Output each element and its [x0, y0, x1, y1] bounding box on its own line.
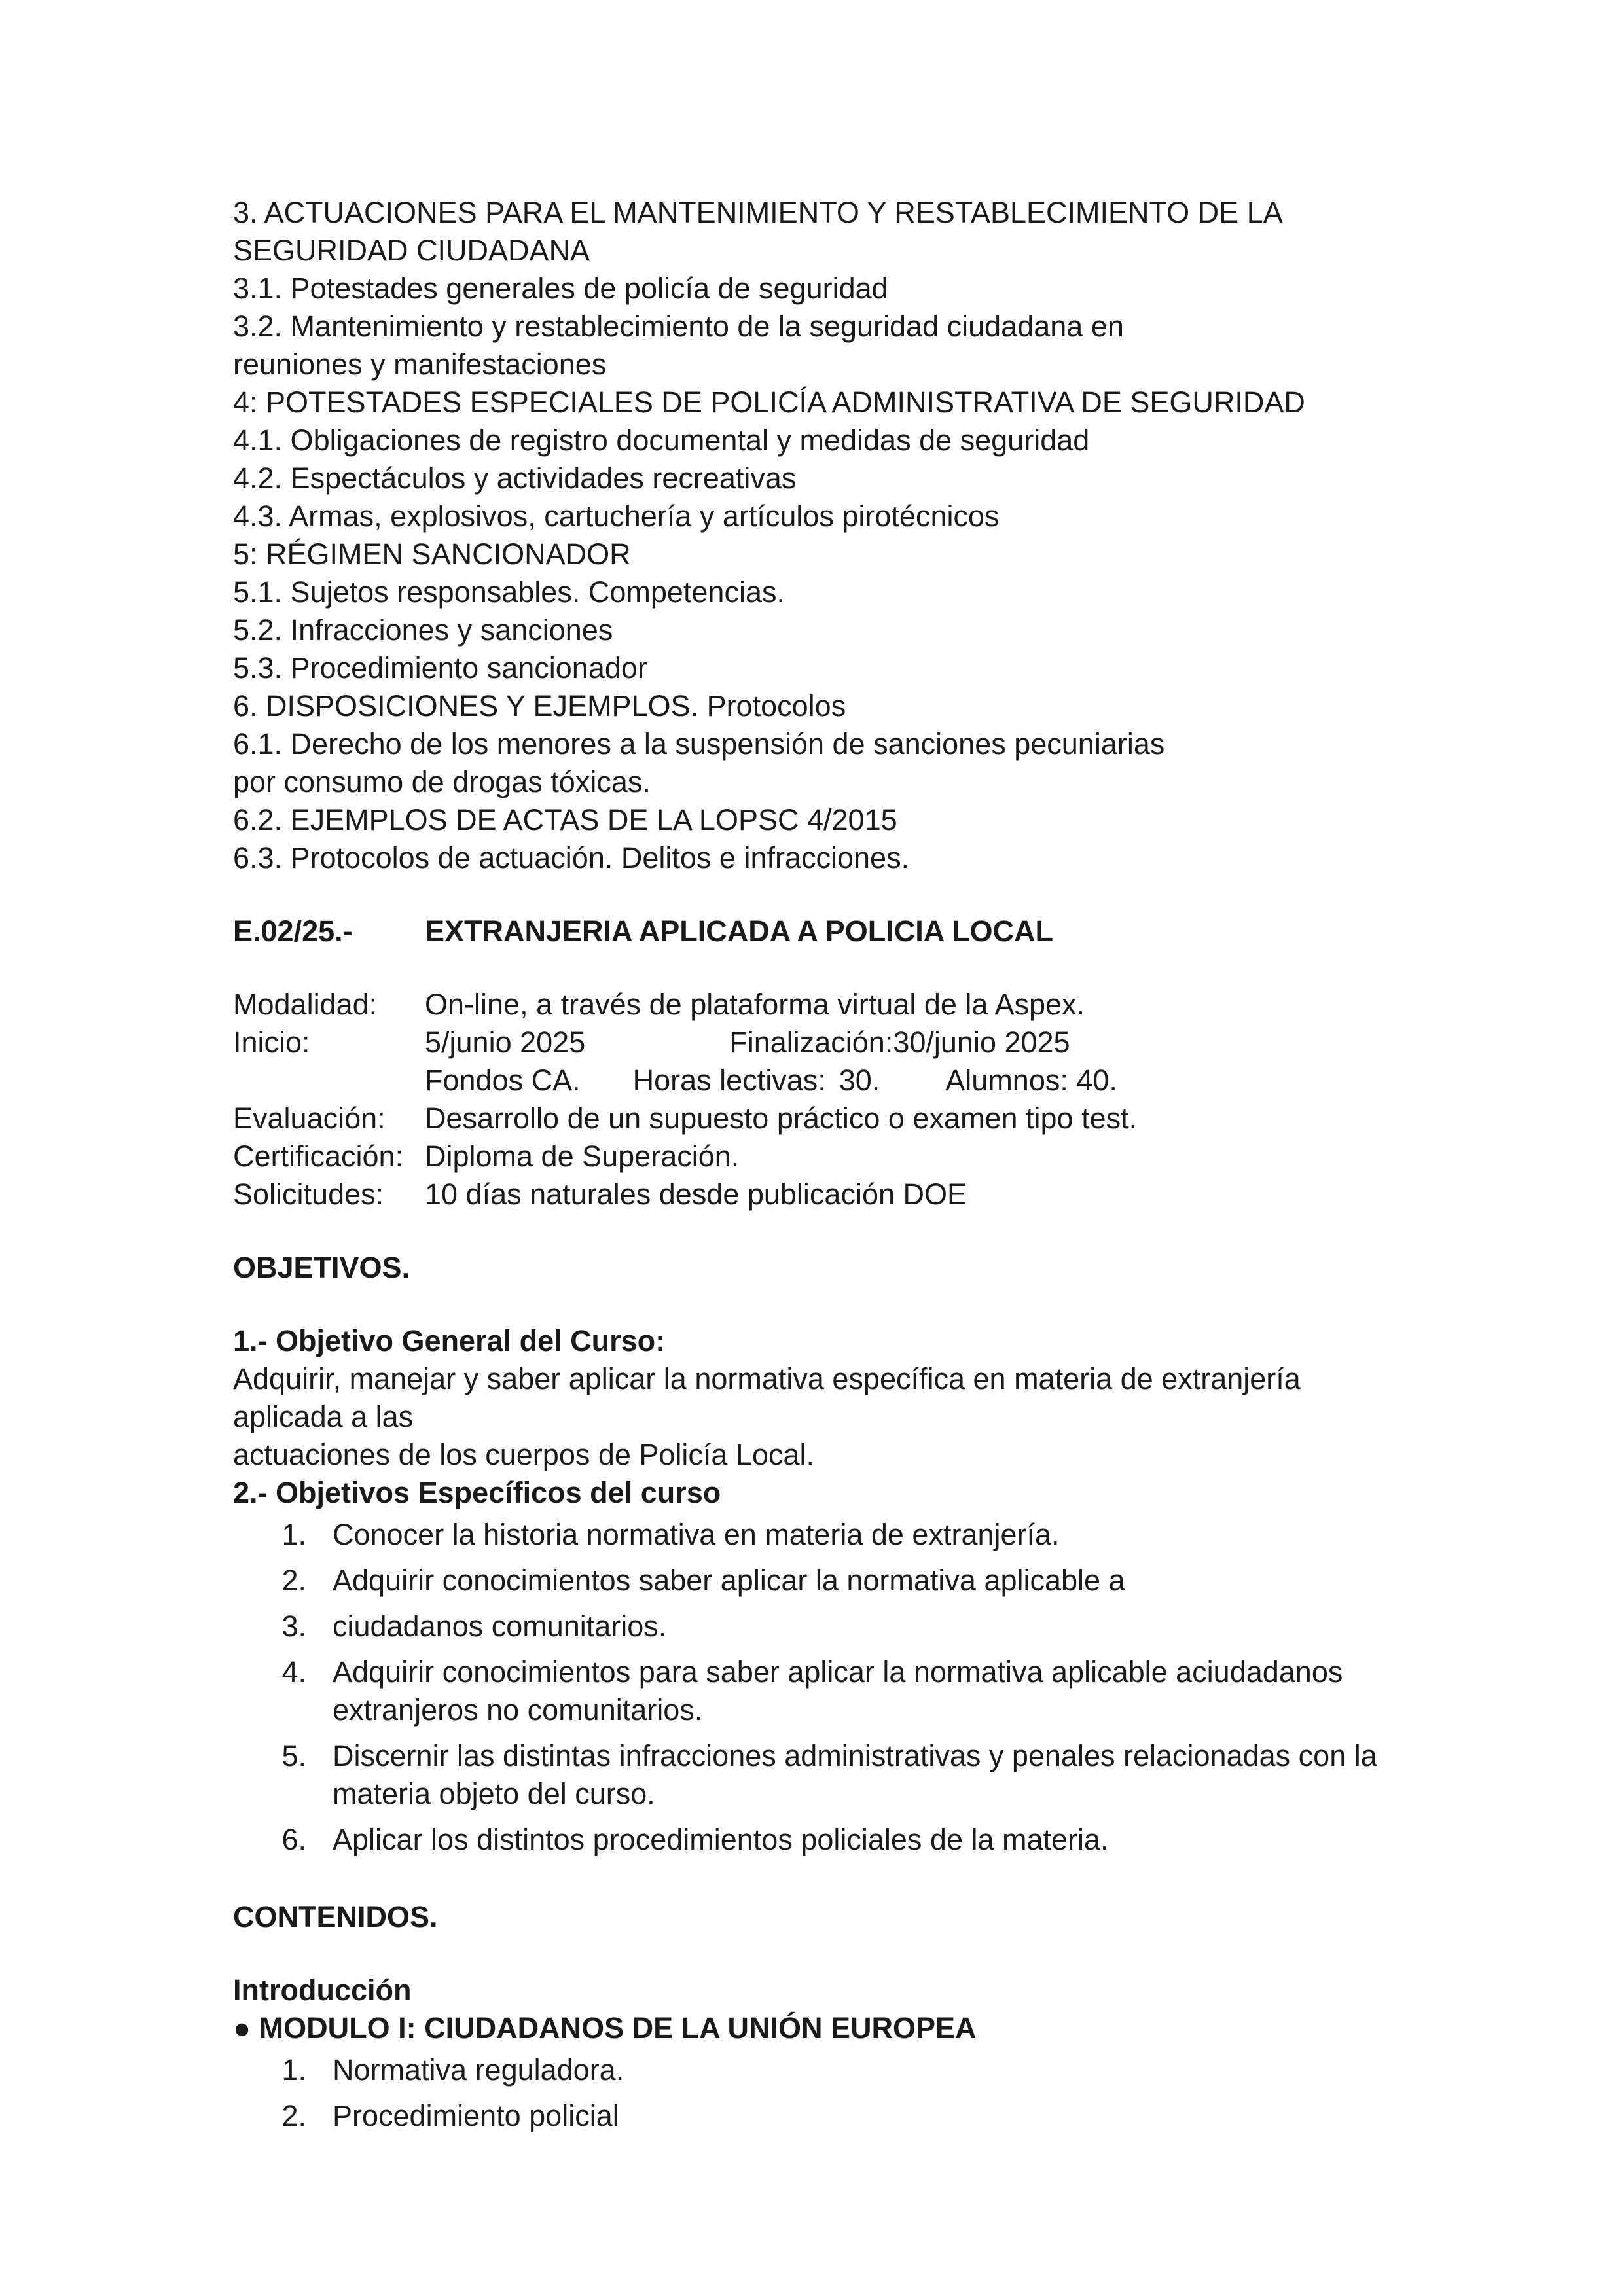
info-value: Diploma de Superación.	[425, 1139, 740, 1173]
toc-line: 5.1. Sujetos responsables. Competencias.	[233, 575, 785, 609]
course-code: E.02/25.-	[233, 914, 353, 948]
toc-line: 6.1. Derecho de los menores a la suspensión de sanciones pecuniarias	[233, 727, 1165, 761]
list-text: Adquirir conocimientos saber aplicar la normativa aplicable a	[333, 1564, 1125, 1597]
list-number: 2.	[281, 2099, 306, 2132]
toc-line: 4.3. Armas, explosivos, cartuchería y artículos pirotécnicos	[233, 499, 1000, 533]
toc-line: 5: RÉGIMEN SANCIONADOR	[233, 537, 631, 571]
toc-line: 6.2. EJEMPLOS DE ACTAS DE LA LOPSC 4/2015	[233, 803, 897, 836]
list-item	[233, 1733, 1411, 1817]
course-title: EXTRANJERIA APLICADA A POLICIA LOCAL	[425, 914, 1054, 948]
list-number: 2.	[281, 1564, 306, 1597]
info-row-fondos	[233, 1062, 1411, 1100]
info-value-fondos: Fondos CA.	[425, 1064, 581, 1097]
info-label: Solicitudes:	[233, 1177, 384, 1211]
list-number: 1.	[281, 1518, 306, 1551]
toc-line: 4.2. Espectáculos y actividades recreativas	[233, 461, 797, 495]
info-value-horas: 30.	[839, 1064, 880, 1097]
list-number: 1.	[281, 2053, 306, 2087]
info-value-inicio: 5/junio 2025	[425, 1026, 586, 1059]
list-text: Aplicar los distintos procedimientos policiales de la materia.	[333, 1823, 1109, 1856]
course-heading	[233, 912, 1411, 950]
toc-line: 3.1. Potestades generales de policía de seguridad	[233, 272, 888, 305]
info-row-solicitudes	[233, 1175, 1411, 1213]
info-value: Desarrollo de un supuesto práctico o examen tipo test.	[425, 1102, 1138, 1135]
objetivos-heading: OBJETIVOS.	[233, 1251, 410, 1284]
toc-line: 6.3. Protocolos de actuación. Delitos e infracciones.	[233, 841, 910, 874]
list-text: Conocer la historia normativa en materia de extranjería.	[333, 1518, 1060, 1551]
list-text: ciudadanos comunitarios.	[333, 1609, 667, 1643]
list-item	[233, 2047, 1411, 2093]
toc-line: reuniones y manifestaciones	[233, 348, 607, 381]
list-number: 4.	[281, 1655, 306, 1689]
objetivos-especificos-title: 2.- Objetivos Específicos del curso	[233, 1476, 721, 1509]
toc-line: 6. DISPOSICIONES Y EJEMPLOS. Protocolos	[233, 689, 846, 723]
list-item	[233, 2093, 1411, 2139]
contenidos-heading: CONTENIDOS.	[233, 1900, 438, 1933]
objetivo-general-text: Adquirir, manejar y saber aplicar la normativa específica en materia de extranjería aplicada a las	[233, 1362, 1301, 1433]
contenidos-list	[233, 2047, 1411, 2139]
document-page	[233, 194, 1411, 2139]
info-label: Modalidad:	[233, 988, 378, 1021]
info-label: Certificación:	[233, 1139, 404, 1173]
list-item	[233, 1604, 1411, 1649]
info-value: 10 días naturales desde publicación DOE	[425, 1177, 967, 1211]
info-value-finalizacion: 30/junio 2025	[893, 1026, 1070, 1059]
toc-line: 5.2. Infracciones y sanciones	[233, 613, 613, 647]
toc-list	[233, 194, 1411, 877]
info-label: Inicio:	[233, 1026, 310, 1059]
toc-line: 3. ACTUACIONES PARA EL MANTENIMIENTO Y RESTABLECIMIENTO DE LA	[233, 196, 1283, 229]
list-text: Discernir las distintas infracciones administrativas y penales relacionadas con la materia objeto del curso.	[333, 1739, 1377, 1810]
list-item	[233, 1558, 1411, 1604]
toc-line: SEGURIDAD CIUDADANA	[233, 234, 590, 267]
list-text: Procedimiento policial	[333, 2099, 619, 2132]
list-item	[233, 1817, 1411, 1863]
toc-line: 4: POTESTADES ESPECIALES DE POLICÍA ADMINISTRATIVA DE SEGURIDAD	[233, 386, 1305, 419]
info-row-certificacion	[233, 1138, 1411, 1175]
introduccion-heading: Introducción	[233, 1973, 412, 2007]
info-label-finalizacion: Finalización:	[729, 1026, 893, 1059]
info-row-inicio	[233, 1024, 1411, 1062]
toc-line: 3.2. Mantenimiento y restablecimiento de la seguridad ciudadana en	[233, 310, 1124, 343]
info-value-alumnos: Alumnos: 40.	[945, 1064, 1117, 1097]
list-text: Adquirir conocimientos para saber aplicar la normativa aplicable aciudadanos extranjeros no comunitarios.	[333, 1655, 1343, 1727]
info-label-horas: Horas lectivas:	[632, 1064, 826, 1097]
toc-line: por consumo de drogas tóxicas.	[233, 765, 651, 798]
info-value: On-line, a través de plataforma virtual de la Aspex.	[425, 988, 1085, 1021]
info-row-evaluacion	[233, 1100, 1411, 1138]
modulo-heading: ● MODULO I: CIUDADANOS DE LA UNIÓN EUROPEA	[233, 2011, 977, 2045]
toc-line: 5.3. Procedimiento sancionador	[233, 651, 647, 685]
list-number: 6.	[281, 1823, 306, 1856]
list-item	[233, 1649, 1411, 1733]
list-number: 5.	[281, 1739, 306, 1772]
objetivos-list	[233, 1512, 1411, 1863]
info-label: Evaluación:	[233, 1102, 386, 1135]
list-text: Normativa reguladora.	[333, 2053, 624, 2087]
course-info	[233, 986, 1411, 1213]
list-number: 3.	[281, 1609, 306, 1643]
info-row-modalidad	[233, 986, 1411, 1024]
list-item	[233, 1512, 1411, 1558]
objetivo-general-title: 1.- Objetivo General del Curso:	[233, 1324, 666, 1357]
objetivo-general-text: actuaciones de los cuerpos de Policía Local.	[233, 1438, 815, 1471]
toc-line: 4.1. Obligaciones de registro documental y medidas de seguridad	[233, 423, 1090, 457]
